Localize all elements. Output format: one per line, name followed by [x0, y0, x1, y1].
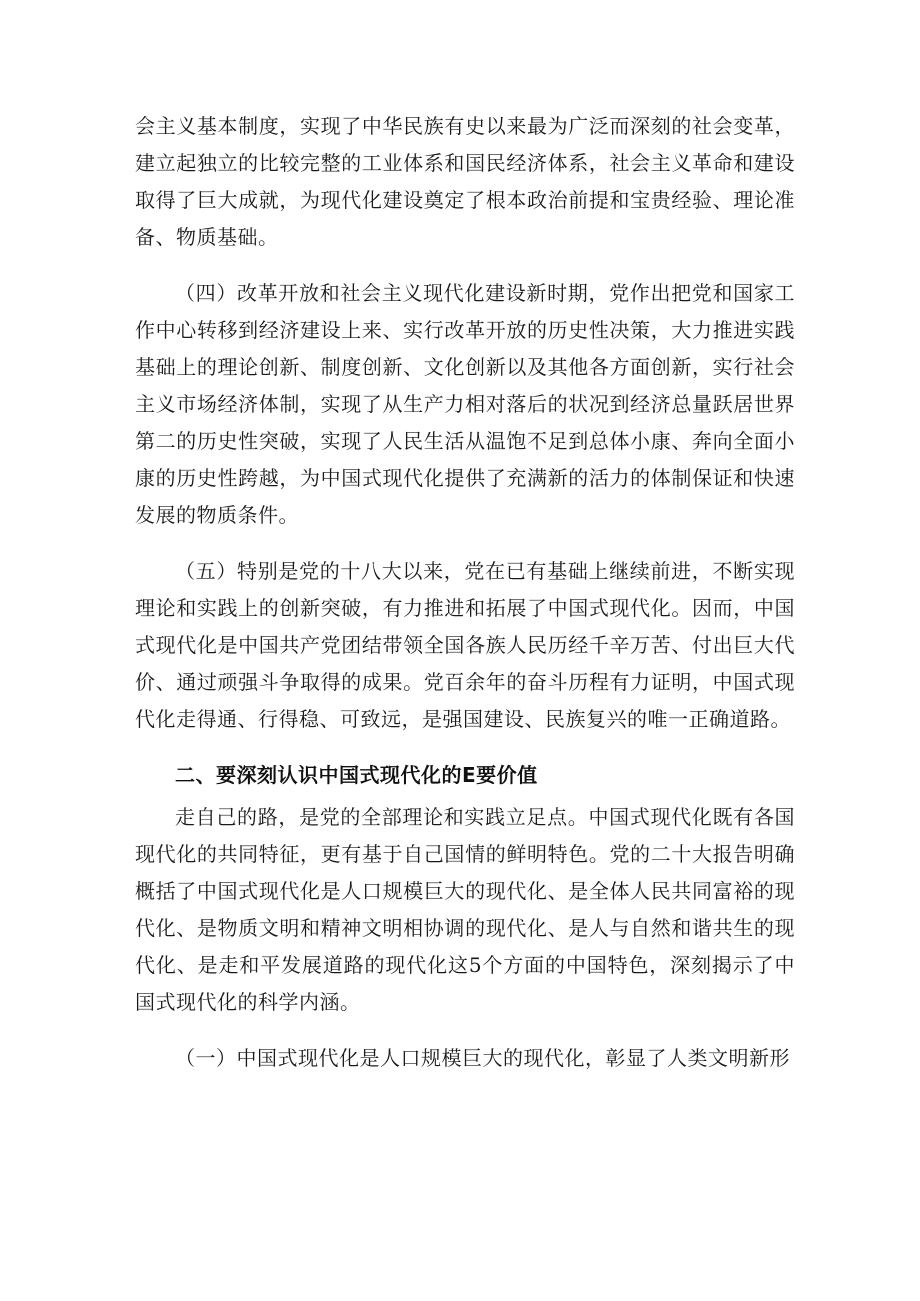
paragraph-continuation: 会主义基本制度，实现了中华民族有史以来最为广泛而深刻的社会变革，建立起独立的比较完整的工业体系和国民经济体系，社会主义革命和建设取得了巨大成就，为现代化建设奠定了根本政治前提和宝贵经验、理论准备、物质基础。: [135, 114, 795, 249]
paragraph-reform-era: （四）改革开放和社会主义现代化建设新时期，党作出把党和国家工作中心转移到经济建设上来、实行改革开放的历史性决策，大力推进实践基础上的理论创新、制度创新、文化创新以及其他各方面创新，实行社会主义市场经济体制，实现了从生产力相对落后的状况到经济总量跃居世界第二的历史性突破，实现了人民生活从温饱不足到总体小康、奔向全面小康的历史性跨越，为中国式现代化提供了充满新的活力的体制保证和快速发展的物质条件。: [135, 281, 795, 527]
section-heading: 二、要深刻认识中国式现代化的E要价值: [175, 763, 538, 787]
document-body: [135, 108, 795, 1096]
paragraph-population: （一）中国式现代化是人口规模巨大的现代化，彰显了人类文明新形: [175, 1046, 790, 1070]
paragraph-own-path: 走自己的路，是党的全部理论和实践立足点。中国式现代化既有各国现代化的共同特征，更有基于自己国情的鲜明特色。党的二十大报告明确概括了中国式现代化是人口规模巨大的现代化、是全体人民共同富裕的现代化、是物质文明和精神文明相协调的现代化、是人与自然和谐共生的现代化、是走和平发展道路的现代化这5个方面的中国特色，深刻揭示了中国式现代化的科学内涵。: [135, 805, 795, 1014]
paragraph-new-era: （五）特别是党的十八大以来，党在已有基础上继续前进，不断实现理论和实践上的创新突破，有力推进和拓展了中国式现代化。因而，中国式现代化是中国共产党团结带领全国各族人民历经千辛万苦、付出巨大代价、通过顽强斗争取得的成果。党百余年的奋斗历程有力证明，中国式现代化走得通、行得稳、可致远，是强国建设、民族复兴的唯一正确道路。: [135, 559, 795, 731]
